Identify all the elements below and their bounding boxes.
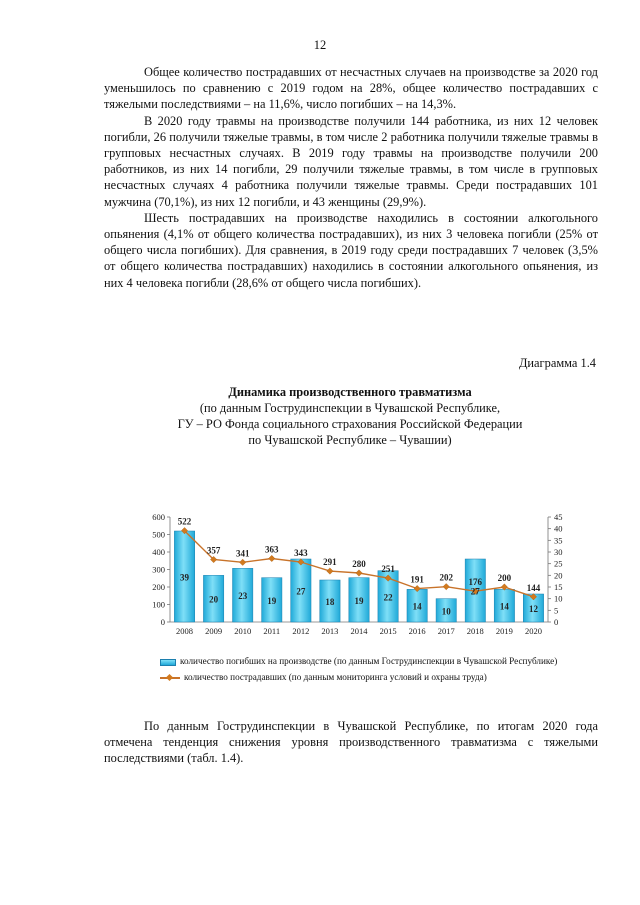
page-number: 12 [313,38,327,52]
x-tick-label: 2019 [495,626,513,636]
chart-title-main: Динамика производственного травматизма [228,385,472,399]
line-data-label: 363 [265,544,279,555]
right-tick-label: 20 [554,570,563,581]
line-point [239,559,245,565]
line-data-label: 291 [323,557,337,568]
line-data-label: 200 [497,573,512,583]
legend-label: количество пострадавших (по данным мониторинга условий и охраны труда) [184,672,487,682]
bar-data-label: 22 [383,592,393,603]
right-tick-label: 45 [554,512,563,522]
left-tick-label: 300 [152,564,165,575]
line-data-label: 343 [294,547,308,558]
left-tick-label: 500 [152,529,165,540]
chart-subtitle-line: по Чувашской Республике – Чувашии) [248,433,452,447]
left-tick-label: 400 [152,547,165,557]
bar-data-label: 23 [238,591,248,602]
line-data-label: 251 [381,564,395,575]
right-tick-label: 15 [554,582,563,592]
paragraph: Общее количество пострадавших от несчастных случаев на производстве за 2020 год уменьшилось по сравнению с 2019 годом на 28%, общее количество пострадавших с тяжелыми последствиями – на 11,6%, число погибших – на 14,3%. [104,65,598,112]
line-data-label: 357 [206,545,221,556]
bar-data-label: 10 [441,606,451,617]
bar-data-label: 20 [209,594,219,605]
bar-data-label: 27 [470,586,480,597]
x-tick-label: 2016 [408,626,426,636]
right-tick-label: 30 [554,547,563,557]
x-tick-label: 2010 [234,626,252,636]
x-tick-label: 2013 [321,626,339,636]
left-tick-label: 100 [152,599,165,610]
x-tick-label: 2012 [292,626,310,636]
bar-data-label: 39 [180,572,190,583]
text-block-bottom [104,718,598,767]
line-data-label: 280 [352,559,366,569]
line-data-label: 341 [235,548,250,559]
injury-chart [130,505,590,645]
x-tick-label: 2020 [524,626,542,636]
bar-data-label: 19 [267,595,277,606]
paragraph: Шесть пострадавших на производстве находились в состоянии алкогольного опьянения (4,1% от общего количества пострадавших), из них 3 человека погибли (25% от общего числа погибших). Для сравнения, в 2019 году среди пострадавших 7 человек (3,5% от общего количества пострадавших) находились в состоянии алкогольного опьянения, из них 4 человека погибли (28,6% от общего числа погибших). [104,210,598,290]
chart-legend [160,656,580,688]
right-tick-label: 10 [554,593,563,604]
line-point [443,583,449,589]
x-tick-label: 2015 [379,626,397,636]
right-tick-label: 35 [554,535,563,546]
right-tick-label: 40 [554,523,563,534]
line-data-label: 522 [177,516,192,527]
x-tick-label: 2014 [350,626,368,636]
bar-data-label: 14 [499,601,509,612]
bar-swatch-icon [160,659,176,666]
line-data-label: 202 [439,572,453,583]
right-tick-label: 0 [554,617,559,627]
bar-data-label: 27 [296,586,306,597]
left-tick-label: 0 [160,617,165,627]
line-data-label: 176 [468,577,483,588]
legend-item-line [160,672,580,683]
line-swatch-icon [160,672,180,682]
x-tick-label: 2008 [176,626,194,636]
legend-label: количество погибших на производстве (по данным Гострудинспекции в Чувашской Республике) [180,656,558,666]
x-tick-label: 2009 [205,626,223,636]
bar-data-label: 19 [354,595,364,606]
diagram-caption: Диаграмма 1.4 [518,356,596,370]
left-tick-label: 600 [152,512,165,522]
legend-item-bars [160,656,580,667]
bar-data-label: 12 [528,604,538,614]
chart-title [0,384,640,448]
text-block-top [104,64,598,291]
chart-subtitle-line: (по данным Гострудинспекции в Чувашской Республике, [199,401,501,415]
chart-subtitle-line: ГУ – РО Фонда социального страхования Российской Федерации [177,417,523,431]
bar-data-label: 14 [412,601,422,612]
right-tick-label: 5 [554,605,559,616]
line-data-label: 191 [410,574,424,585]
x-tick-label: 2017 [437,626,455,636]
x-tick-label: 2018 [466,626,484,636]
paragraph: По данным Гострудинспекции в Чувашской Республике, по итогам 2020 года отмечена тенденция снижения уровня производственного травматизма с тяжелыми последствиями (табл. 1.4). [104,719,598,766]
x-tick-label: 2011 [263,626,281,636]
line-point [327,568,333,574]
left-tick-label: 200 [152,582,165,592]
right-tick-label: 25 [554,558,563,569]
bar-data-label: 18 [325,597,335,607]
line-data-label: 144 [526,582,541,593]
paragraph: В 2020 году травмы на производстве получили 144 работника, из них 12 человек погибли, 26 получили тяжелые травмы, в том числе 2 работника получили тяжелые травмы в групповых несчастных случаях. В 2019 году травмы на производстве получили 200 работников, из них 14 погибли, 29 получили тяжелые травмы, в том числе в групповых несчастных случаях 4 работника получили тяжелые травмы. Среди пострадавших 101 мужчина (70,1%), из них 12 погибли, и 43 женщины (29,9%). [104,113,598,209]
line-point [356,570,362,576]
line-point [269,555,275,561]
